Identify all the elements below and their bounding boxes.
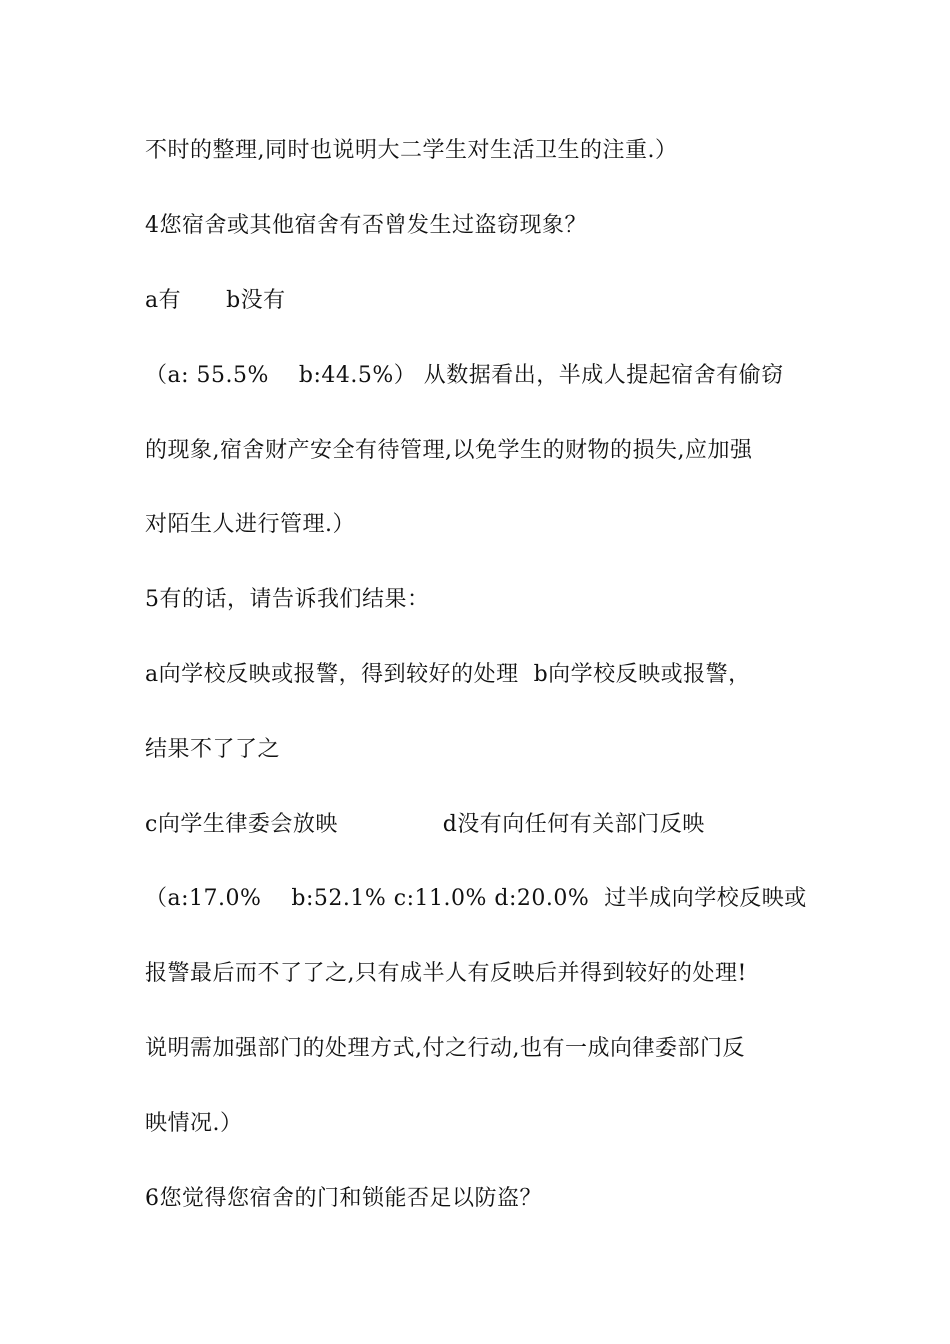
question-4-options: a有 b没有: [145, 288, 286, 313]
question-6: 6您觉得您宿舍的门和锁能否足以防盗？: [145, 1186, 542, 1211]
question-5: 5有的话，请告诉我们结果：: [145, 587, 430, 612]
question-5-options-b-cont: 结果不了了之: [145, 737, 281, 762]
question-5-result: （a:17.0% b:52.1% c:11.0% d:20.0% 过半成向学校反映或: [145, 886, 807, 911]
paragraph-line: 映情况.）: [145, 1111, 243, 1136]
paragraph-line: 说明需加强部门的处理方式,付之行动,也有一成向律委部门反: [145, 1036, 745, 1061]
question-5-options-cd: c向学生律委会放映 d没有向任何有关部门反映: [145, 812, 705, 837]
paragraph-line: 不时的整理,同时也说明大二学生对生活卫生的注重.）: [145, 138, 678, 163]
question-5-options-ab: a向学校反映或报警，得到较好的处理 b向学校反映或报警，: [145, 662, 751, 687]
question-4-result: （a: 55.5% b:44.5%） 从数据看出，半成人提起宿舍有偷窃: [145, 363, 784, 388]
paragraph-line: 的现象,宿舍财产安全有待管理,以免学生的财物的损失,应加强: [145, 438, 753, 463]
question-4: 4您宿舍或其他宿舍有否曾发生过盗窃现象？: [145, 213, 587, 238]
paragraph-line: 对陌生人进行管理.）: [145, 512, 355, 537]
paragraph-line: 报警最后而不了了之,只有成半人有反映后并得到较好的处理!: [145, 961, 747, 986]
